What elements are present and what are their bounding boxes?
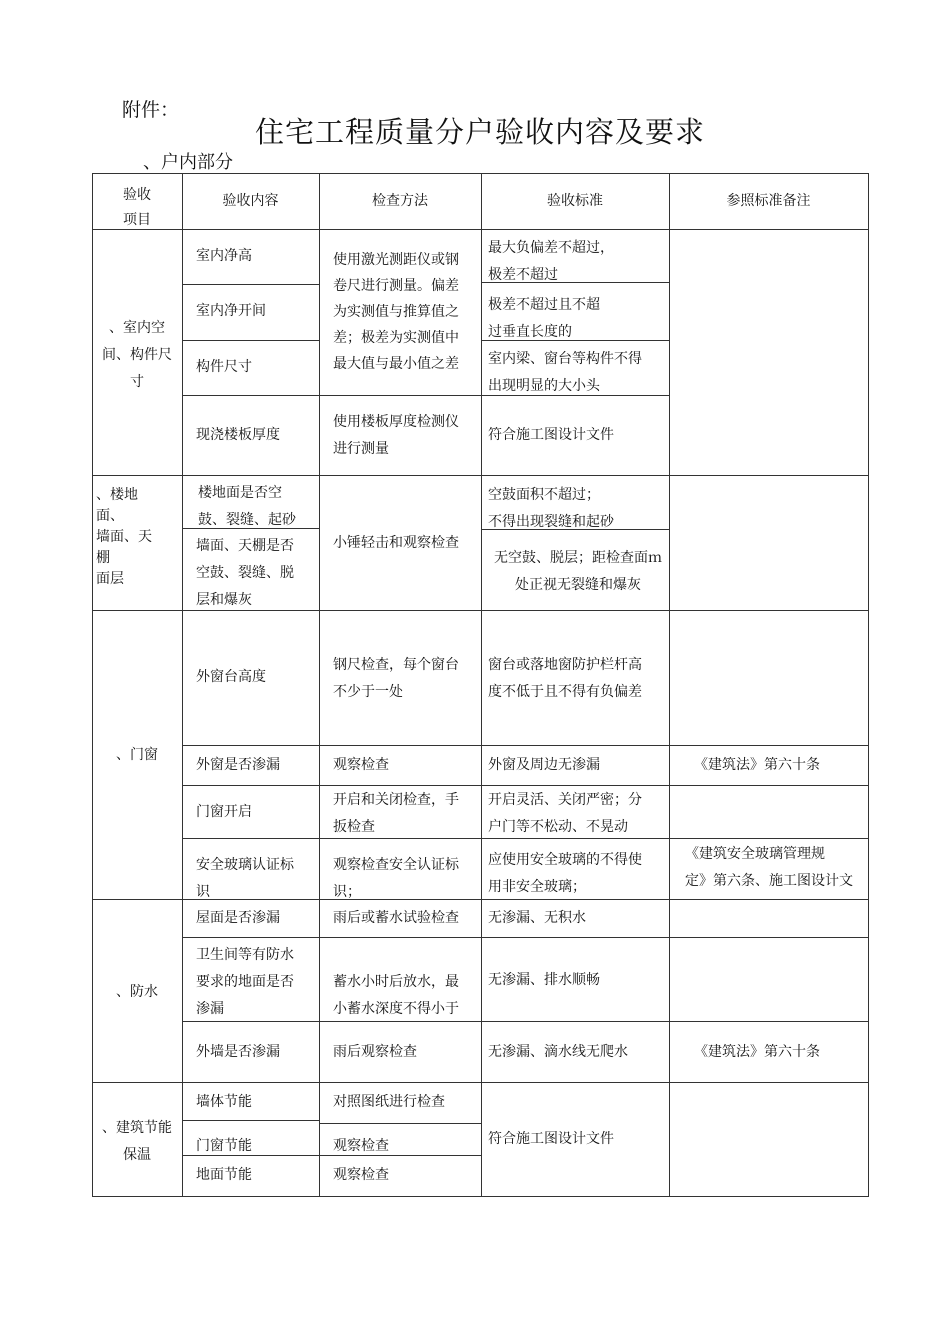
cell-content: 构件尺寸 — [196, 359, 252, 375]
cell-standard: 室内梁、窗台等构件不得 出现明显的大小头 — [488, 351, 642, 394]
cell-method: 观察检查 — [333, 757, 389, 773]
cell-standard: 无渗漏、滴水线无爬水 — [488, 1044, 628, 1060]
cell-content: 门窗开启 — [196, 804, 252, 820]
cell-method: 雨后观察检查 — [333, 1044, 417, 1060]
cell-standard: 外窗及周边无渗漏 — [488, 757, 600, 773]
group-item-doors-windows: 、门窗 — [116, 747, 158, 763]
cell-content: 卫生间等有防水 要求的地面是否 渗漏 — [196, 947, 294, 1017]
cell-method: 钢尺检查，每个窗台 不少于一处 — [333, 657, 459, 700]
cell-method: 小锤轻击和观察检查 — [333, 535, 459, 551]
table-rule — [182, 284, 320, 285]
cell-standard: 无渗漏、无积水 — [488, 910, 586, 926]
cell-method: 蓄水小时后放水，最 小蓄水深度不得小于 — [333, 974, 459, 1017]
table-rule — [319, 173, 320, 1197]
cell-content: 屋面是否渗漏 — [196, 910, 280, 926]
cell-method: 雨后或蓄水试验检查 — [333, 910, 459, 926]
cell-standard: 符合施工图设计文件 — [488, 427, 614, 443]
cell-content: 外窗台高度 — [196, 669, 266, 685]
cell-method: 观察检查安全认证标 识； — [333, 857, 459, 900]
cell-standard: 无空鼓、脱层；距检查面ｍ 处正视无裂缝和爆灰 — [494, 550, 662, 593]
cell-method: 使用激光测距仪或钢 卷尺进行测量。偏差 为实测值与推算值之 差；极差为实测值中 最大值与最小值之差 — [333, 252, 459, 372]
table-rule — [868, 173, 869, 1197]
group-item-energy-insulation: 、建筑节能 保温 — [102, 1120, 172, 1163]
cell-standard: 符合施工图设计文件 — [488, 1131, 614, 1147]
table-rule — [319, 1123, 482, 1124]
cell-standard: 窗台或落地窗防护栏杆高 度不低于且不得有负偏差 — [488, 657, 642, 700]
table-rule — [92, 475, 869, 476]
header-acceptance-content: 验收内容 — [222, 193, 279, 209]
cell-method: 观察检查 — [333, 1167, 389, 1183]
cell-standard: 空鼓面积不超过； 不得出现裂缝和起砂 — [488, 487, 614, 530]
table-rule — [481, 173, 482, 1197]
cell-standard: 极差不超过且不超 过垂直长度的 — [488, 297, 600, 340]
cell-method: 使用楼板厚度检测仪 进行测量 — [333, 414, 459, 457]
cell-note: 《建筑法》第六十条 — [694, 1044, 820, 1060]
cell-standard: 应使用安全玻璃的不得使 用非安全玻璃； — [488, 852, 642, 895]
table-rule — [182, 173, 183, 1197]
cell-content: 室内净开间 — [196, 303, 266, 319]
cell-content: 地面节能 — [196, 1167, 252, 1183]
group-item-indoor-space: 、室内空 间、构件尺 寸 — [102, 320, 172, 390]
table-rule — [92, 229, 869, 230]
cell-content: 墙体节能 — [196, 1094, 252, 1110]
cell-content: 墙面、天棚是否 空鼓、裂缝、脱 层和爆灰 — [196, 538, 294, 608]
cell-method: 观察检查 — [333, 1138, 389, 1154]
cell-content: 安全玻璃认证标 识 — [196, 857, 294, 900]
cell-content: 现浇楼板厚度 — [196, 427, 280, 443]
table-rule — [182, 785, 869, 786]
table-rule — [182, 745, 869, 746]
cell-standard: 开启灵活、关闭严密；分 户门等不松动、不晃动 — [488, 792, 642, 835]
cell-note: 《建筑安全玻璃管理规 定》第六条、施工图设计文 — [685, 846, 853, 889]
table-rule — [182, 937, 869, 938]
header-check-method: 检查方法 — [372, 193, 428, 209]
cell-standard: 最大负偏差不超过， 极差不超过 — [488, 240, 614, 283]
section-label: 、户内部分 — [143, 152, 233, 173]
header-acceptance-item: 验收 项目 — [123, 187, 151, 228]
cell-standard: 无渗漏、排水顺畅 — [488, 972, 600, 988]
cell-content: 楼地面是否空 鼓、裂缝、起砂 — [198, 485, 296, 528]
table-rule — [182, 340, 320, 341]
cell-content: 门窗节能 — [196, 1138, 252, 1154]
cell-note: 《建筑法》第六十条 — [694, 757, 820, 773]
cell-method: 开启和关闭检查，手 扳检查 — [333, 792, 459, 835]
table-rule — [182, 1120, 320, 1121]
table-rule — [92, 1082, 869, 1083]
header-reference-note: 参照标准备注 — [726, 193, 811, 209]
cell-content: 室内净高 — [196, 248, 252, 264]
cell-method: 对照图纸进行检查 — [333, 1094, 445, 1110]
group-item-surface-layer: 、楼地 面、 墙面、天 棚 面层 — [96, 487, 152, 587]
cell-content: 外窗是否渗漏 — [196, 757, 280, 773]
group-item-waterproofing: 、防水 — [116, 984, 158, 1000]
page-title: 住宅工程质量分户验收内容及要求 — [254, 115, 705, 149]
table-rule — [669, 173, 670, 1197]
header-acceptance-standard: 验收标准 — [547, 193, 603, 209]
attachment-label: 附件： — [122, 99, 180, 121]
cell-content: 外墙是否渗漏 — [196, 1044, 280, 1060]
